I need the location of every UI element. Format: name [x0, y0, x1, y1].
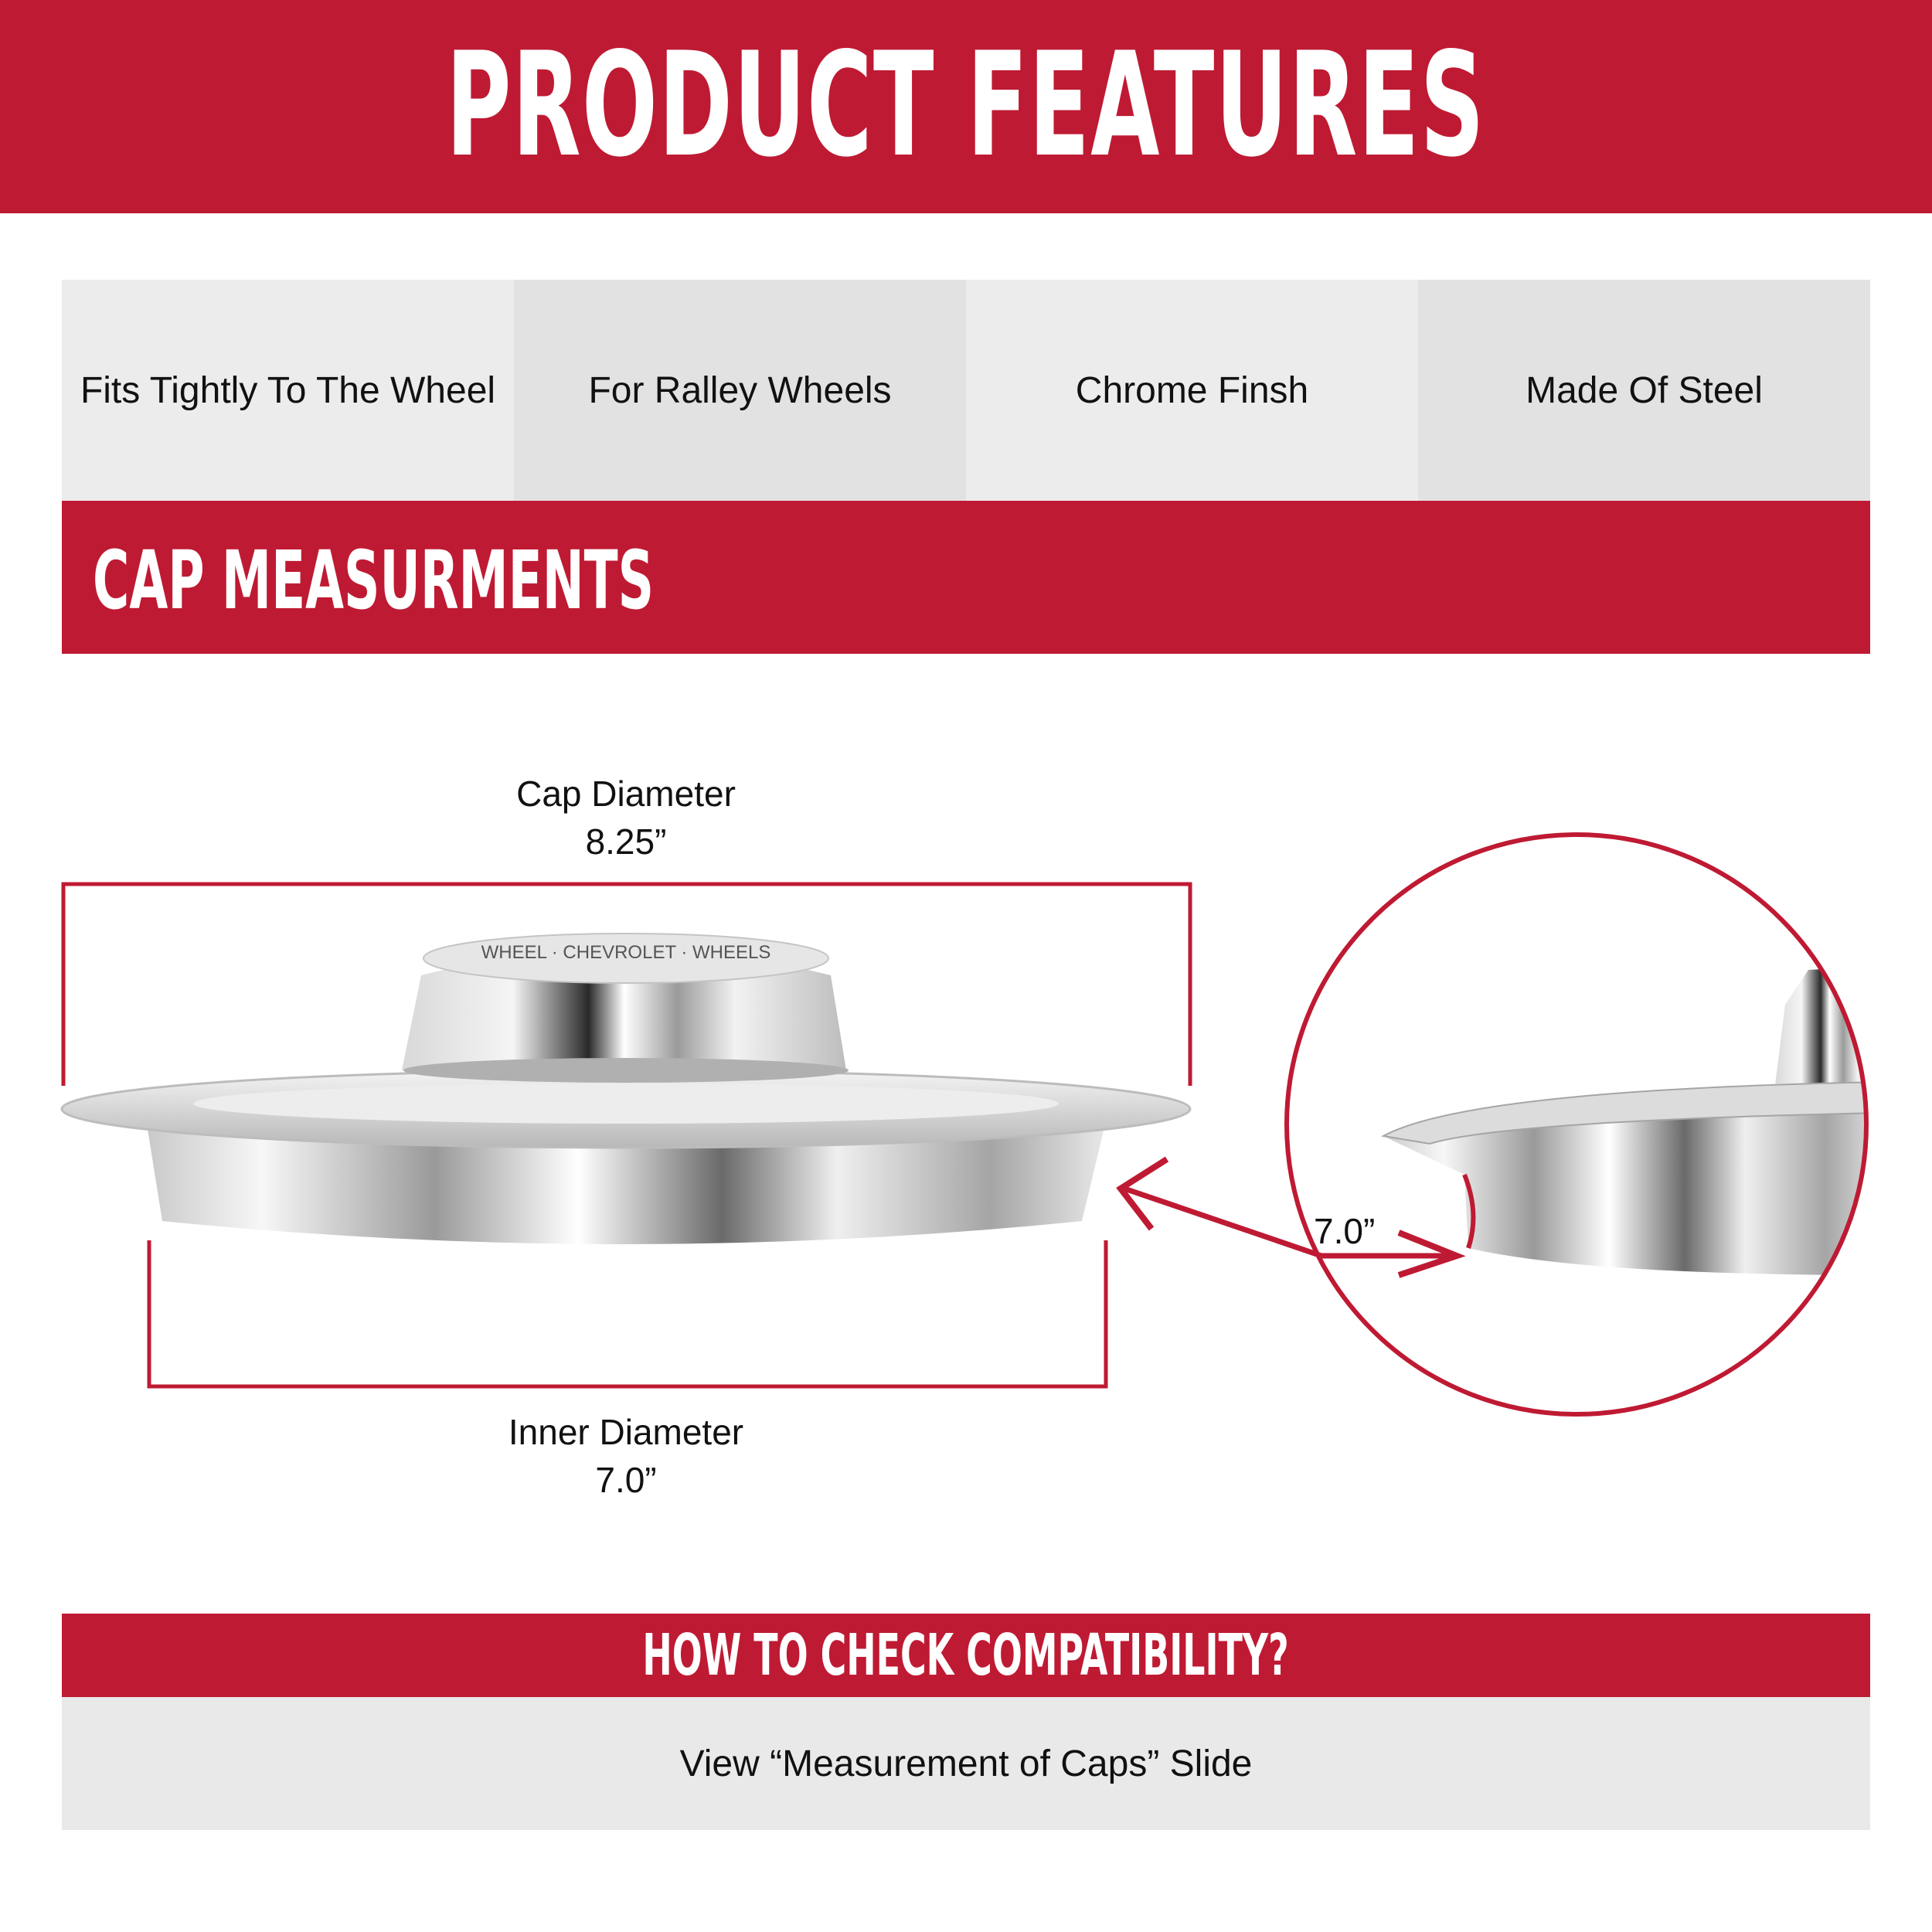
feature-chrome-finish: Chrome Finsh: [966, 280, 1418, 501]
cap-measurements-bar: [62, 501, 1870, 654]
header-banner: [0, 0, 1932, 213]
inner-diameter-bracket: [149, 1240, 1106, 1386]
cap-diameter-value: 8.25”: [585, 821, 667, 862]
cap-diagram-svg: [0, 654, 1932, 1604]
compatibility-bar: [62, 1614, 1870, 1697]
cap-diameter-label: [433, 770, 819, 866]
inner-diameter-label: [433, 1408, 819, 1504]
cap-emblem-text: WHEEL · CHEVROLET · WHEELS: [481, 942, 771, 963]
measurement-diagram: [0, 654, 1932, 1604]
hub-cap-illustration: [62, 934, 1190, 1244]
features-row: [62, 280, 1870, 501]
inner-diameter-value: 7.0”: [595, 1460, 657, 1500]
detail-value-label: 7.0”: [1314, 1211, 1376, 1251]
cap-measurements-title: CAP MEASURMENTS: [93, 533, 655, 628]
compatibility-instruction: View “Measurement of Caps” Slide: [679, 1743, 1253, 1784]
page-title: PRODUCT FEATURES: [446, 20, 1486, 189]
compatibility-panel: [62, 1697, 1870, 1830]
feature-made-of-steel: Made Of Steel: [1418, 280, 1870, 501]
compatibility-title: HOW TO CHECK COMPATIBILITY?: [642, 1622, 1290, 1689]
inner-diameter-title: Inner Diameter: [508, 1412, 744, 1452]
feature-ralley-wheels: For Ralley Wheels: [514, 280, 966, 501]
cap-diameter-title: Cap Diameter: [516, 774, 736, 814]
feature-fits-tightly: Fits Tightly To The Wheel: [62, 280, 514, 501]
